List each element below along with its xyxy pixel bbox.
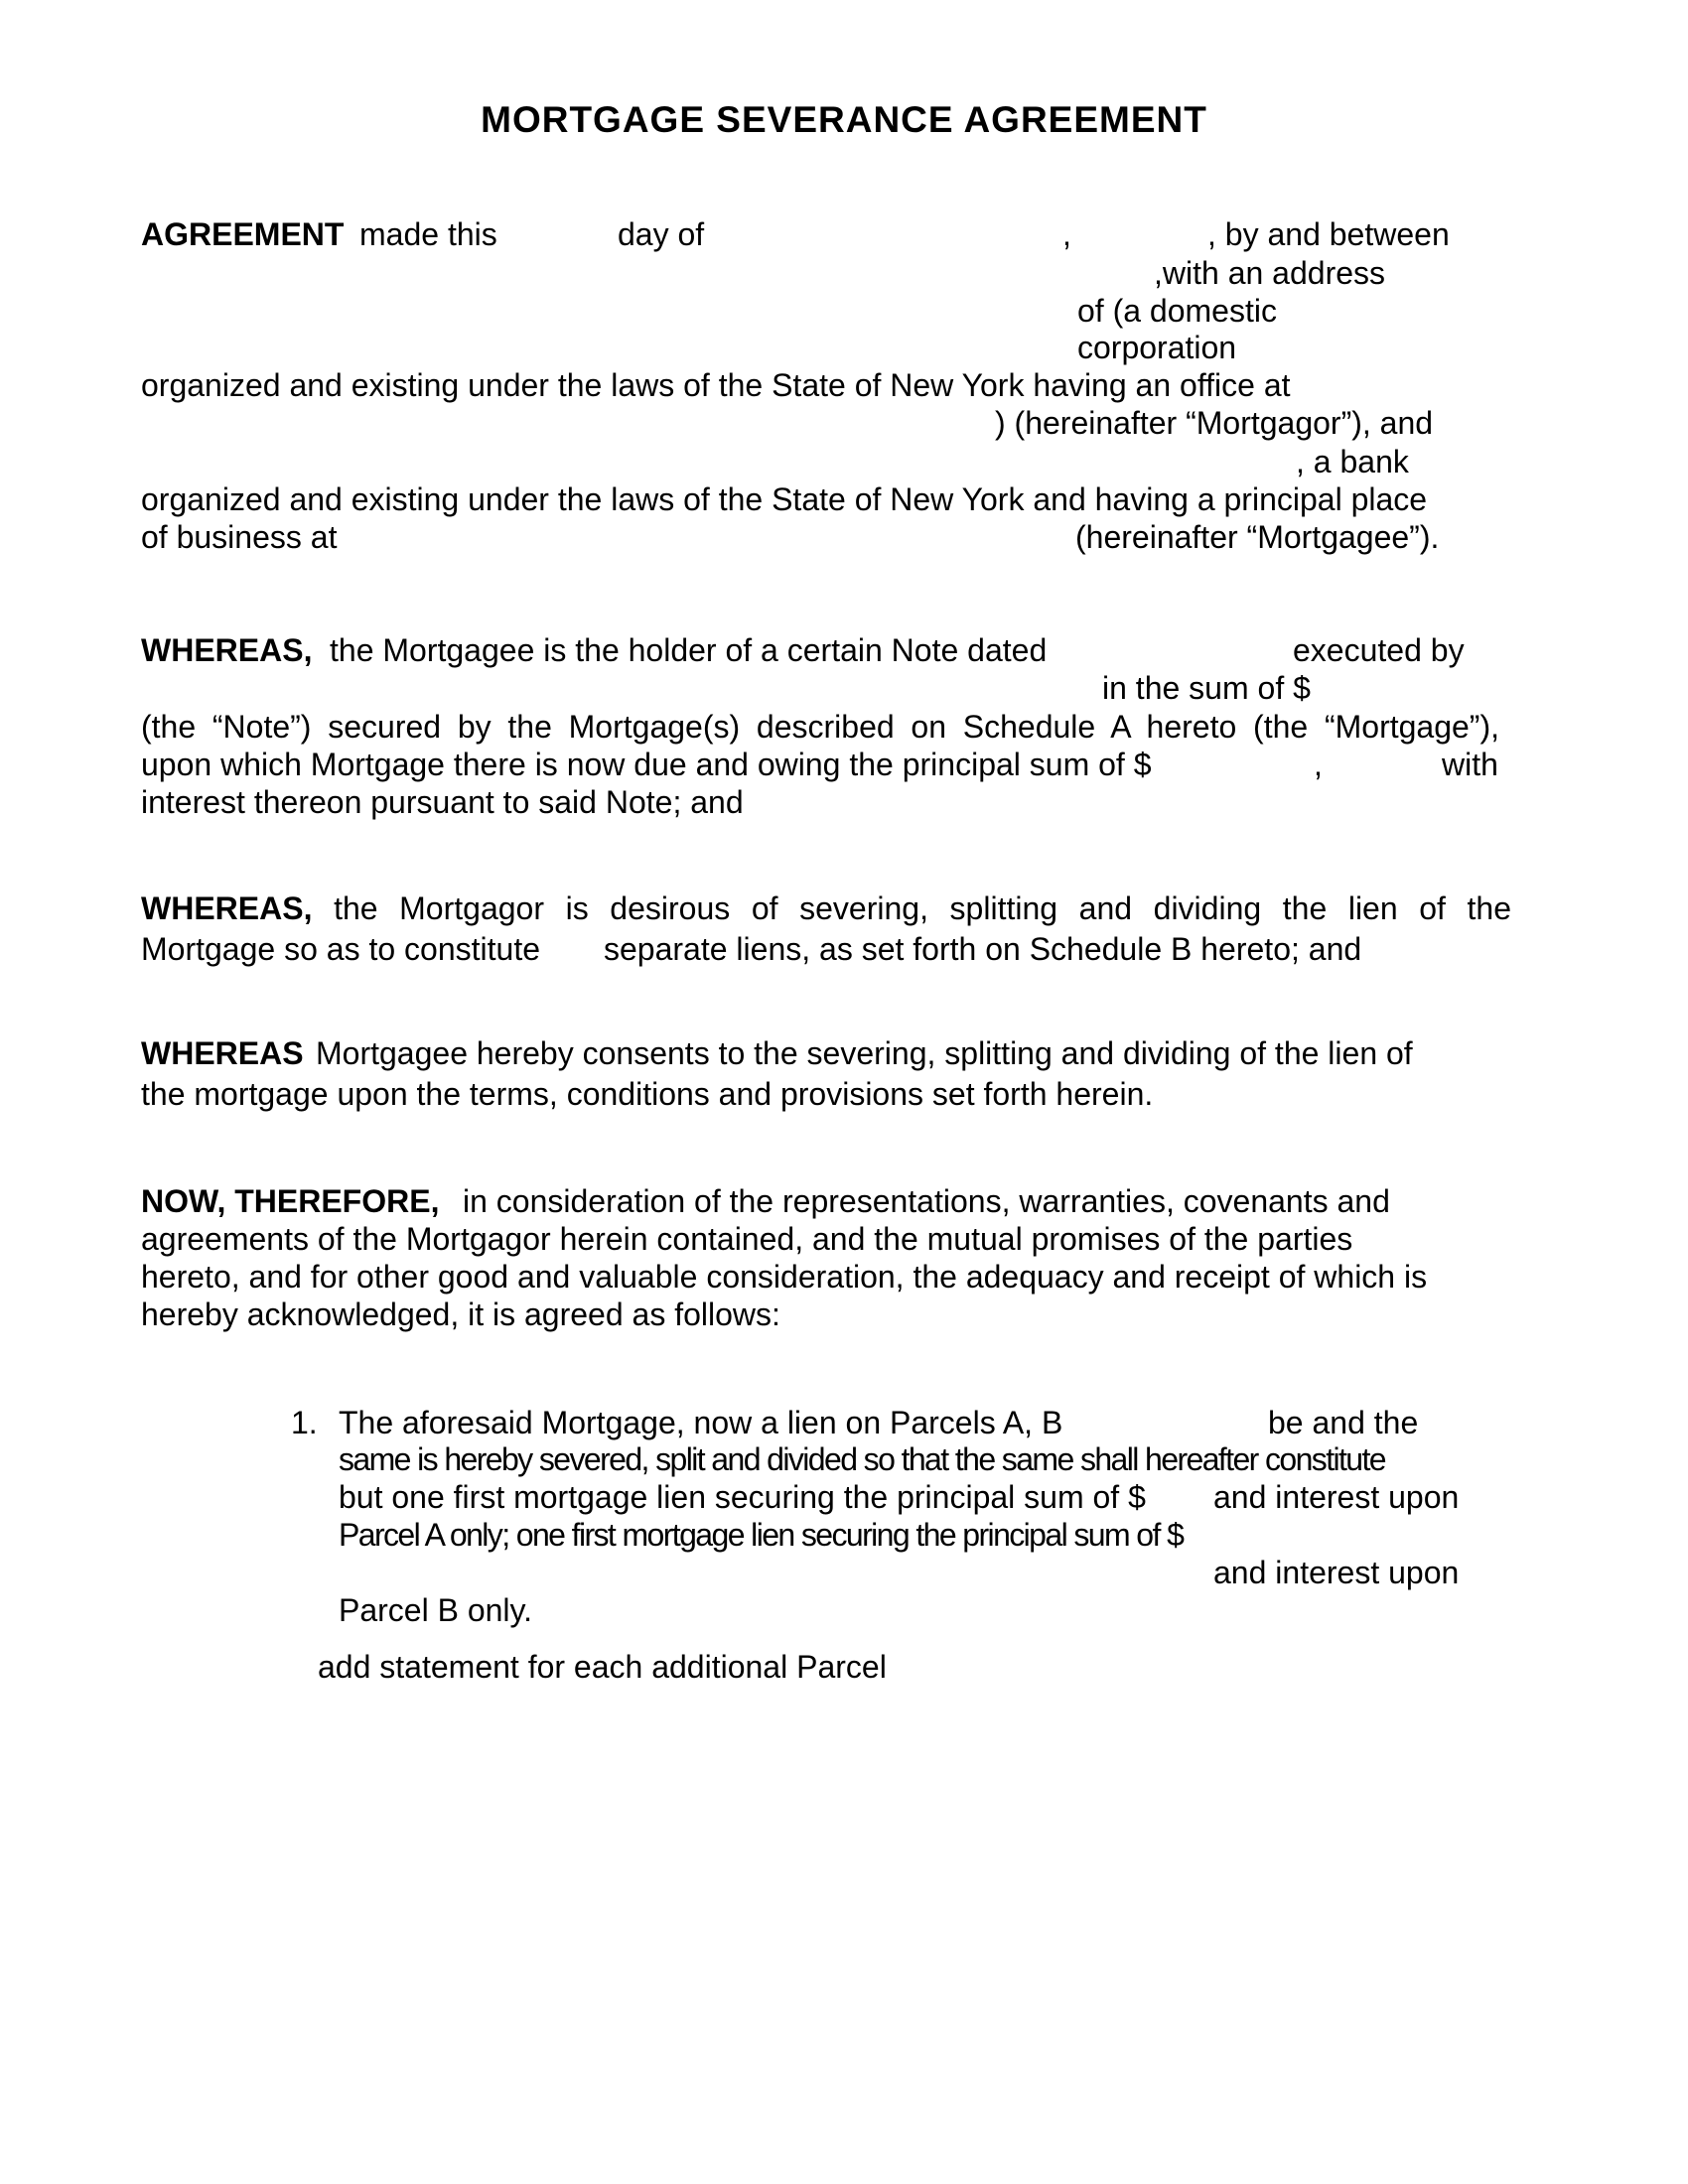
- whereas-2-line-2a: Mortgage so as to constitute: [141, 931, 540, 967]
- with-an-address-text: ,with an address: [1154, 255, 1386, 291]
- whereas-3-line-2: the mortgage upon the terms, conditions and provisions set forth herein.: [141, 1076, 1154, 1112]
- now-therefore-line-1: in consideration of the representations, warranties, covenants and: [463, 1183, 1390, 1219]
- in-the-sum-of-text: in the sum of $: [1102, 670, 1311, 706]
- whereas-1-line-5: interest thereon pursuant to said Note; and: [141, 784, 744, 820]
- clause-1-line-1a: The aforesaid Mortgage, now a lien on Parcels A, B: [339, 1405, 1063, 1440]
- executed-by-text: executed by: [1293, 632, 1465, 668]
- whereas-1-line-1: the Mortgagee is the holder of a certain Note dated: [330, 632, 1048, 668]
- clause-1-line-5: and interest upon: [1213, 1555, 1460, 1590]
- hereinafter-mortgagee-text: (hereinafter “Mortgagee”).: [1075, 519, 1440, 555]
- now-therefore-line-4: hereby acknowledged, it is agreed as follows:: [141, 1297, 780, 1332]
- clause-number: 1.: [291, 1405, 318, 1440]
- clause-1-line-3a: but one first mortgage lien securing the principal sum of $: [339, 1479, 1146, 1515]
- whereas-1-line-3: (the “Note”) secured by the Mortgage(s) described on Schedule A hereto (the “Mortgage”),: [141, 709, 1499, 745]
- day-of-text: day of: [618, 216, 705, 252]
- now-therefore-line-2: agreements of the Mortgagor herein contained, and the mutual promises of the parties: [141, 1221, 1353, 1257]
- whereas-2-line-2b: separate liens, as set forth on Schedule B hereto; and: [604, 931, 1362, 967]
- clause-1-line-4: Parcel A only; one first mortgage lien securing the principal sum of $: [339, 1517, 1184, 1553]
- clause-1-line-2: same is hereby severed, split and divided so that the same shall hereafter constitute: [339, 1441, 1385, 1477]
- of-a-domestic-text: of (a domestic: [1077, 293, 1277, 329]
- a-bank-text: , a bank: [1296, 444, 1409, 479]
- clause-1-line-1b: be and the: [1268, 1405, 1419, 1440]
- whereas-lead: WHEREAS: [141, 1035, 304, 1071]
- organized-office-text: organized and existing under the laws of the State of New York having an office at: [141, 367, 1291, 403]
- document-title: MORTGAGE SEVERANCE AGREEMENT: [481, 99, 1207, 140]
- of-business-at-text: of business at: [141, 519, 338, 555]
- additional-parcel-note: add statement for each additional Parcel: [318, 1649, 887, 1685]
- clause-1-line-6: Parcel B only.: [339, 1592, 533, 1628]
- whereas-2-line-1: [141, 889, 1511, 927]
- by-and-between-text: , by and between: [1207, 216, 1450, 252]
- organized-principal-text: organized and existing under the laws of the State of New York and having a principal place: [141, 481, 1428, 517]
- whereas-2-line-1-text: the Mortgagor is desirous of severing, splitting and dividing the lien of the: [334, 890, 1512, 926]
- whereas-1-line-4: upon which Mortgage there is now due and owing the principal sum of $: [141, 747, 1152, 782]
- now-therefore-lead: NOW, THEREFORE,: [141, 1183, 440, 1219]
- amount-comma: ,: [1314, 747, 1323, 782]
- made-this-text: made this: [359, 216, 497, 252]
- corporation-text: corporation: [1077, 330, 1237, 365]
- with-text: with: [1442, 747, 1498, 782]
- clause-1-line-3b: and interest upon: [1213, 1479, 1460, 1515]
- whereas-3-line-1: Mortgagee hereby consents to the severing, splitting and dividing of the lien of: [316, 1035, 1413, 1071]
- hereinafter-mortgagor-text: ) (hereinafter “Mortgagor”), and: [995, 405, 1434, 441]
- whereas-lead: WHEREAS,: [141, 632, 313, 668]
- now-therefore-line-3: hereto, and for other good and valuable consideration, the adequacy and receipt of which is: [141, 1259, 1428, 1295]
- agreement-lead: AGREEMENT: [141, 216, 345, 252]
- whereas-lead: WHEREAS,: [141, 890, 313, 926]
- date-comma: ,: [1062, 216, 1071, 252]
